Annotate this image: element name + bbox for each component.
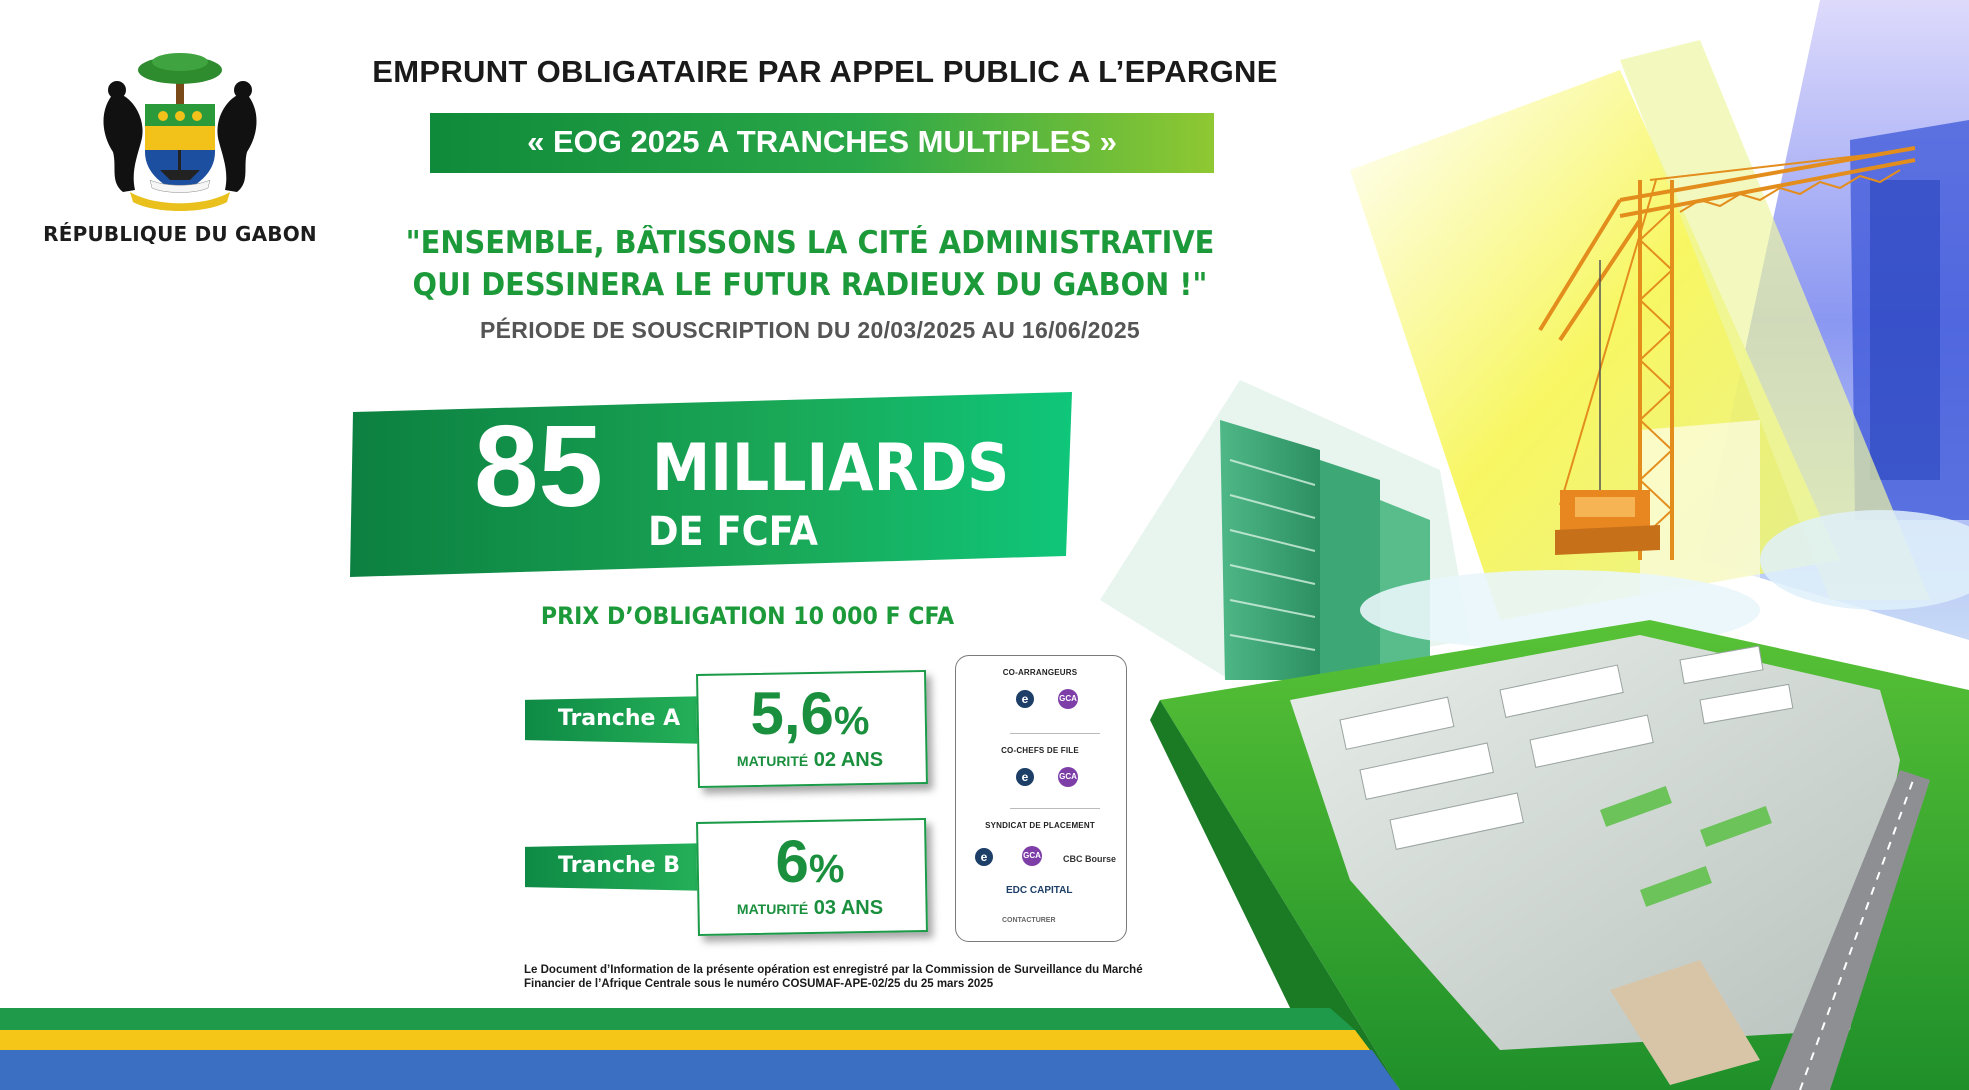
tranche-a-rate: [697, 680, 923, 747]
partners-divider: [1010, 808, 1100, 809]
tranche-a-maturity: [697, 749, 923, 772]
slogan-line-1: "ENSEMBLE, BÂTISSONS LA CITÉ ADMINISTRATIVE: [405, 225, 1215, 261]
legal-line-1: Le Document d’Information de la présente opération est enregistré par la Commission de Surveillance du Marché: [524, 964, 1143, 976]
tranche-a-percent: %: [833, 699, 870, 743]
partners-panel: [955, 655, 1127, 942]
subscription-period: PÉRIODE DE SOUSCRIPTION DU 20/03/2025 AU 16/06/2025: [480, 317, 1140, 343]
tranche-b-maturity: [697, 897, 923, 920]
tranche-b-rate-value: 6: [775, 828, 809, 895]
partner-logo-cbc: CBC Bourse: [1063, 854, 1117, 864]
partner-logo-e-icon: e: [1016, 768, 1034, 786]
co-lead-title: CO-CHEFS DE FILE: [1001, 746, 1079, 755]
partner-logo-eo: EDC CAPITAL: [1006, 885, 1073, 896]
legal-notice: [524, 963, 1284, 991]
amount-number: 85: [474, 401, 604, 531]
subtitle: « EOG 2025 A TRANCHES MULTIPLES »: [527, 124, 1117, 159]
tranche-a-rate-value: 5,6: [750, 680, 834, 747]
slogan-line-2: QUI DESSINERA LE FUTUR RADIEUX DU GABON !": [412, 267, 1208, 303]
partner-logo-gca-icon: GCA: [1058, 767, 1078, 787]
tranche-b-maturity-value: 03 ANS: [813, 897, 884, 919]
page-title: EMPRUNT OBLIGATAIRE PAR APPEL PUBLIC A L’EPARGNE: [372, 54, 1278, 89]
partner-logo-e-icon: e: [1016, 690, 1034, 708]
amount-currency: DE FCFA: [648, 509, 819, 555]
tranche-b-rate: [697, 828, 923, 895]
partner-logo-gca-icon: GCA: [1022, 846, 1042, 866]
slogan: [336, 222, 1285, 306]
tranche-a-maturity-label: MATURITÉ: [736, 753, 809, 769]
republic-label: RÉPUBLIQUE DU GABON: [43, 222, 317, 246]
tranche-b-maturity-label: MATURITÉ: [736, 901, 809, 917]
partner-logo-contacturer: CONTACTURER: [1002, 917, 1056, 924]
coat-of-arms-icon: [95, 52, 265, 212]
syndicate-title: SYNDICAT DE PLACEMENT: [985, 821, 1095, 830]
partner-logo-e-icon: e: [975, 848, 993, 866]
bond-price: PRIX D’OBLIGATION 10 000 F CFA: [540, 602, 955, 630]
amount-unit: MILLIARDS: [652, 431, 1010, 506]
co-arrangers-title: CO-ARRANGEURS: [1002, 668, 1078, 677]
tranche-a-label: Tranche A: [557, 706, 681, 731]
tranche-b-label: Tranche B: [558, 853, 680, 878]
tranche-a-maturity-value: 02 ANS: [813, 749, 884, 771]
legal-line-2: Financier de l’Afrique Centrale sous le numéro COSUMAF-APE-02/25 du 25 mars 2025: [524, 978, 994, 990]
tranche-b-percent: %: [808, 847, 845, 891]
partners-divider: [1010, 733, 1100, 734]
partner-logo-gca-icon: GCA: [1058, 689, 1078, 709]
